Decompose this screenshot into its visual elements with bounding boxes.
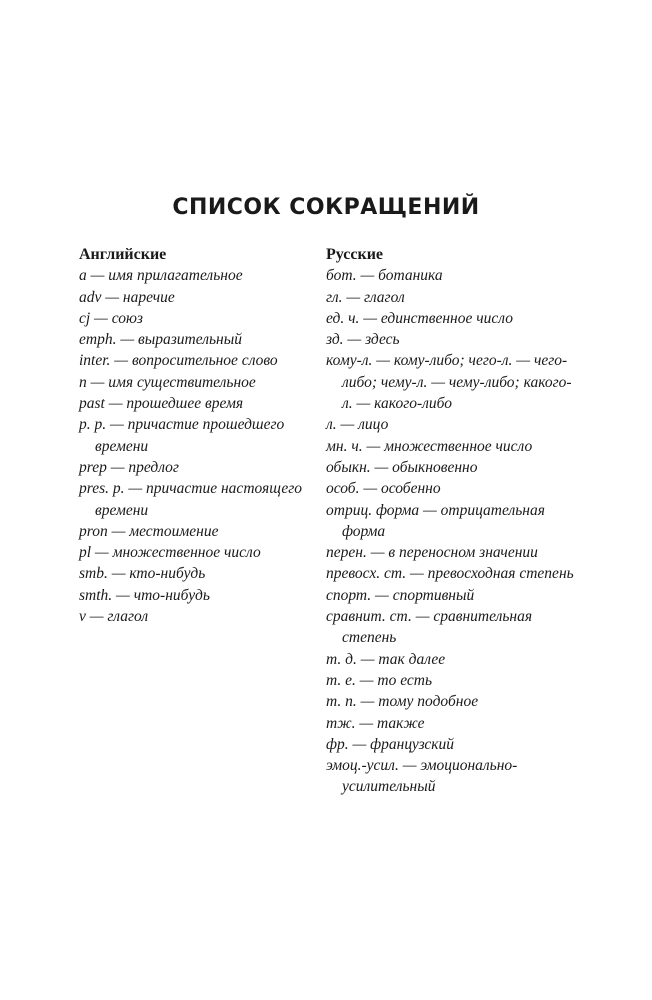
abbreviation-entry: т. п. — тому подобное <box>326 693 479 711</box>
abbreviation-entry: особ. — особенно <box>326 480 441 498</box>
abbreviation-entry: pl — множественное число <box>79 544 261 562</box>
abbreviation-entry: сравнит. ст. — сравнительная степень <box>326 608 533 647</box>
english-heading: Английские <box>79 246 167 263</box>
abbreviation-entry: cj — союз <box>79 309 143 327</box>
abbreviation-entry: мн. ч. — множественное число <box>326 437 533 455</box>
abbreviation-entry: ед. ч. — единственное число <box>326 309 513 327</box>
english-entries <box>79 265 314 627</box>
abbreviation-entry: отриц. форма — отрицательная форма <box>326 501 545 540</box>
russian-heading: Русские <box>326 246 384 263</box>
page-title: СПИСОК СОКРАЩЕНИЙ <box>172 194 480 220</box>
abbreviation-entry: n — имя существительное <box>79 373 256 391</box>
abbreviation-entry: т. е. — то есть <box>326 671 433 689</box>
abbreviation-entry: кому-л. — кому-либо; чего-л. — чего-либо; чему-л. — чему-либо; какого-л. — какого-либо <box>326 352 572 413</box>
abbreviation-entry: гл. — глагол <box>326 288 405 306</box>
abbreviation-entry: pron — местоимение <box>79 522 219 540</box>
abbreviation-entry: зд. — здесь <box>326 331 400 349</box>
russian-entries <box>326 265 576 797</box>
abbreviation-entry: фр. — французский <box>326 735 455 753</box>
abbreviation-entry: обыкн. — обыкновенно <box>326 458 478 476</box>
abbreviation-entry: перен. — в переносном значении <box>326 544 538 562</box>
abbreviation-entry: prep — предлог <box>79 458 179 476</box>
abbreviation-entry: эмоц.-усил. — эмоционально-усилительный <box>326 757 518 796</box>
abbreviation-entry: л. — лицо <box>326 416 389 434</box>
abbreviation-entry: v — глагол <box>79 608 149 626</box>
abbreviation-entry: a — имя прилагательное <box>79 267 243 285</box>
abbreviation-entry: pres. p. — причастие настоящего времени <box>79 480 303 519</box>
abbreviation-entry: бот. — ботаника <box>326 267 443 285</box>
abbreviation-entry: спорт. — спортивный <box>326 586 475 604</box>
abbreviation-entry: inter. — вопросительное слово <box>79 352 278 370</box>
abbreviation-entry: emph. — выразительный <box>79 331 242 349</box>
abbreviation-entry: adv — наречие <box>79 288 175 306</box>
english-abbreviations-column <box>79 244 314 627</box>
abbreviation-entry: p. p. — причастие прошедшего времени <box>79 416 285 455</box>
abbreviation-entry: smth. — что-нибудь <box>79 586 210 604</box>
abbreviation-entry: past — прошедшее время <box>79 395 244 413</box>
russian-abbreviations-column <box>326 244 576 798</box>
abbreviation-entry: превосх. ст. — превосходная степень <box>326 565 574 583</box>
abbreviation-entry: smb. — кто-нибудь <box>79 565 206 583</box>
abbreviation-entry: т. д. — так далее <box>326 650 446 668</box>
abbreviation-entry: тж. — также <box>326 714 425 732</box>
